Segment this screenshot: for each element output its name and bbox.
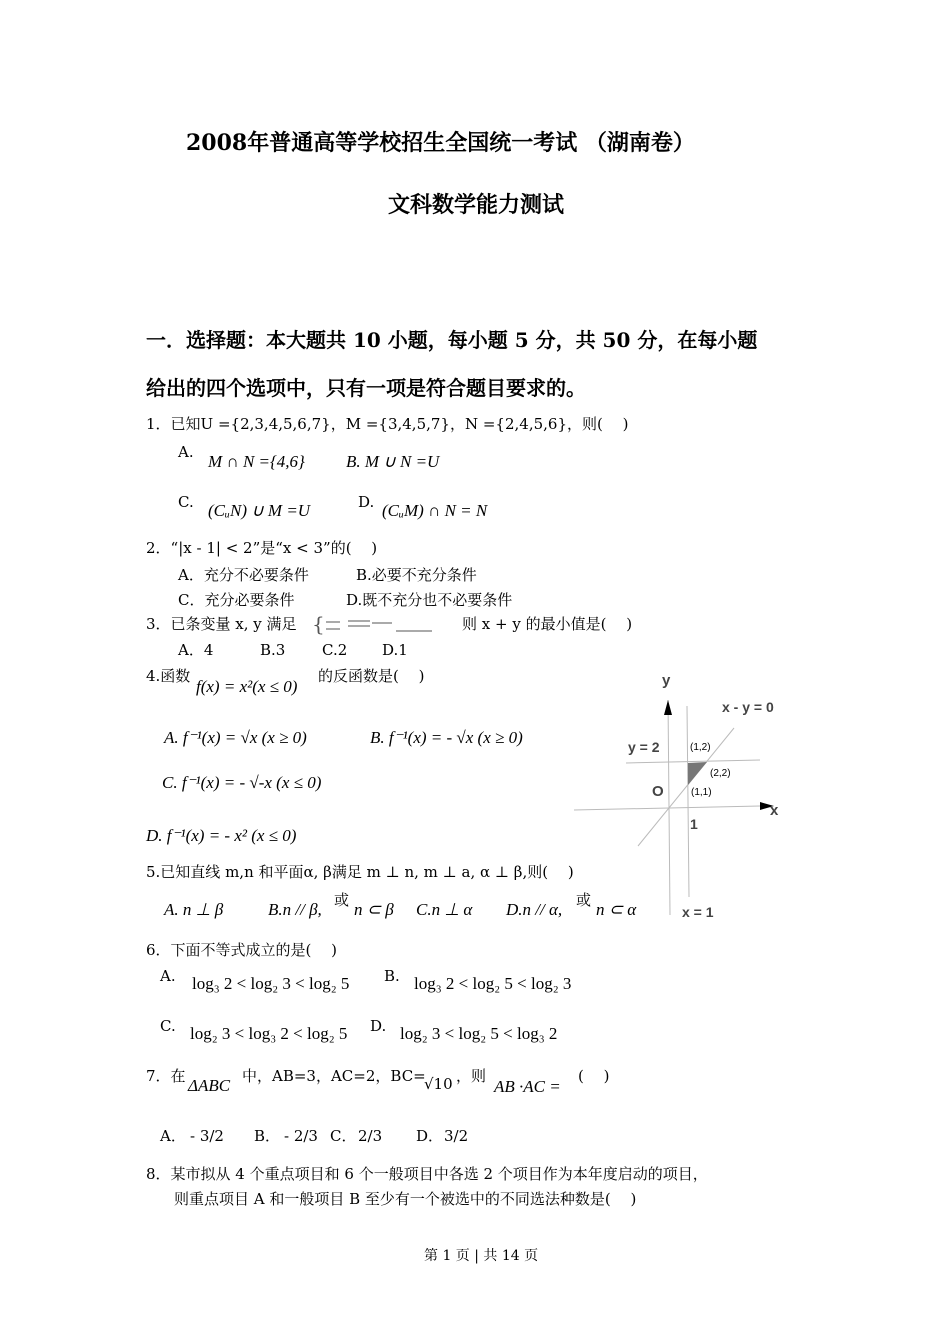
q6-option-a: log₃ 2 < log₂ 3 < log₂ 5	[192, 974, 350, 993]
q1-option-a-label: A.	[178, 443, 194, 461]
q4-stem-b: 的反函数是( )	[318, 667, 425, 685]
q6-option-b: log₃ 2 < log₂ 5 < log₂ 3	[414, 974, 572, 993]
q1-option-c: (CᵤN) ∪ M =U	[208, 501, 311, 520]
q4-option-a: A. f⁻¹(x) = √x (x ≥ 0)	[164, 728, 307, 747]
q1-option-d: (CᵤM) ∩ N = N	[382, 501, 488, 520]
line-y-2	[626, 760, 760, 763]
q4-option-d: D. f⁻¹(x) = - x² (x ≤ 0)	[146, 826, 297, 845]
page-footer: 第 1 页 | 共 14 页	[424, 1248, 539, 1264]
q3-stem-a: 3．已条变量 x, y 满足	[146, 615, 297, 633]
line-h-label: y = 2	[628, 739, 660, 755]
q2-option-d: D.既不充分也不必要条件	[346, 591, 513, 609]
q7-stem-c: ，则	[456, 1067, 487, 1085]
q1-option-d-label: D.	[358, 493, 375, 511]
q5-option-d-or: 或	[576, 891, 592, 909]
q6-option-c-label: C.	[160, 1017, 176, 1035]
q5-option-b: B.n // β,	[268, 900, 322, 919]
q2-option-a: A．充分不必要条件	[178, 566, 309, 584]
q7-stem-a: 7．在	[146, 1067, 186, 1085]
q7-option-a-label: A．	[160, 1127, 186, 1145]
q6-option-d-label: D.	[370, 1017, 387, 1035]
q7-expression: AB ·AC =	[494, 1077, 561, 1096]
q5-option-d: D.n // α,	[506, 900, 563, 919]
q5-option-d-alt: n ⊂ α	[596, 900, 637, 919]
point-2-2-label: (2,2)	[710, 768, 731, 779]
x-axis-label: x	[770, 802, 779, 819]
q1-option-a: M ∩ N ={4,6}	[208, 452, 305, 471]
line-diag-label: x - y = 0	[722, 699, 774, 715]
q6-stem: 6．下面不等式成立的是( )	[146, 941, 338, 959]
q2-stem: 2．“|x - 1| < 2”是“x < 3”的( )	[146, 539, 378, 557]
q1-option-b: B. M ∪ N =U	[346, 452, 440, 471]
feasible-region-graph	[560, 660, 800, 930]
q7-option-b: - 2/3	[284, 1127, 318, 1145]
q2-option-c: C．充分必要条件	[178, 591, 295, 609]
svg-text:{: {	[312, 614, 325, 636]
page-title: 2008年普通高等学校招生全国统一考试 （湖南卷）	[186, 130, 695, 156]
x-axis	[574, 806, 760, 810]
y-axis-label: y	[662, 672, 671, 689]
q6-option-b-label: B.	[384, 967, 400, 985]
q5-option-a: A. n ⊥ β	[164, 900, 224, 919]
q5-option-c: C.n ⊥ α	[416, 900, 473, 919]
q8-line-2: 则重点项目 A 和一般项目 B 至少有一个被选中的不同选法种数是( )	[174, 1190, 637, 1208]
q5-stem: 5.已知直线 m,n 和平面α, β满足 m ⊥ n, m ⊥ a, α ⊥ β,则( )	[146, 863, 574, 881]
q6-option-d: log₂ 3 < log₂ 5 < log₃ 2	[400, 1024, 558, 1043]
q3-constraint-image	[312, 614, 454, 636]
line-x-1	[687, 706, 689, 897]
q7-option-a: - 3/2	[190, 1127, 224, 1145]
point-1-1-label: (1,1)	[691, 787, 712, 798]
q2-option-b: B.必要不充分条件	[356, 566, 477, 584]
q3-option-d: D.1	[382, 641, 408, 659]
q7-option-d-label: D．	[416, 1127, 444, 1145]
q1-stem: 1．已知U ={2,3,4,5,6,7}，M ={3,4,5,7}，N ={2,4,5,6}，则( )	[146, 415, 629, 433]
q3-option-c: C.2	[322, 641, 348, 659]
origin-label: O	[652, 783, 664, 800]
section-heading-2: 给出的四个选项中，只有一项是符合题目要求的。	[146, 376, 586, 400]
q7-option-d: 3/2	[444, 1127, 469, 1145]
q6-option-a-label: A.	[160, 967, 176, 985]
q7-bc-value: √10	[424, 1075, 453, 1093]
q1-option-c-label: C.	[178, 493, 194, 511]
q4-function: f(x) = x²(x ≤ 0)	[196, 677, 298, 696]
line-v-label: x = 1	[682, 904, 714, 920]
q7-paren: ( )	[578, 1067, 610, 1085]
q7-triangle: ΔABC	[188, 1076, 231, 1095]
q7-stem-b: 中，AB=3，AC=2，BC=	[242, 1067, 426, 1085]
q4-option-c: C. f⁻¹(x) = - √-x (x ≤ 0)	[162, 773, 322, 792]
q4-option-b: B. f⁻¹(x) = - √x (x ≥ 0)	[370, 728, 523, 747]
q7-option-c-label: C．	[330, 1127, 357, 1145]
q4-stem-a: 4.函数	[146, 667, 191, 685]
q7-option-b-label: B．	[254, 1127, 281, 1145]
point-1-2-label: (1,2)	[690, 742, 711, 753]
q3-option-b: B.3	[260, 641, 286, 659]
section-heading-1: 一．选择题：本大题共 10 小题，每小题 5 分，共 50 分，在每小题	[146, 328, 758, 352]
q3-option-a: A．4	[178, 641, 214, 659]
q3-stem-b: 则 x + y 的最小值是( )	[462, 615, 633, 633]
q8-line-1: 8．某市拟从 4 个重点项目和 6 个一般项目中各选 2 个项目作为本年度启动的项目，	[146, 1165, 708, 1183]
tick-label: 1	[690, 816, 698, 832]
q6-option-c: log₂ 3 < log₃ 2 < log₂ 5	[190, 1024, 348, 1043]
q5-option-b-or: 或	[334, 891, 350, 909]
q7-option-c: 2/3	[358, 1127, 383, 1145]
q5-option-b-alt: n ⊂ β	[354, 900, 394, 919]
page-subtitle: 文科数学能力测试	[388, 192, 565, 218]
y-axis-arrow-icon	[664, 700, 672, 715]
